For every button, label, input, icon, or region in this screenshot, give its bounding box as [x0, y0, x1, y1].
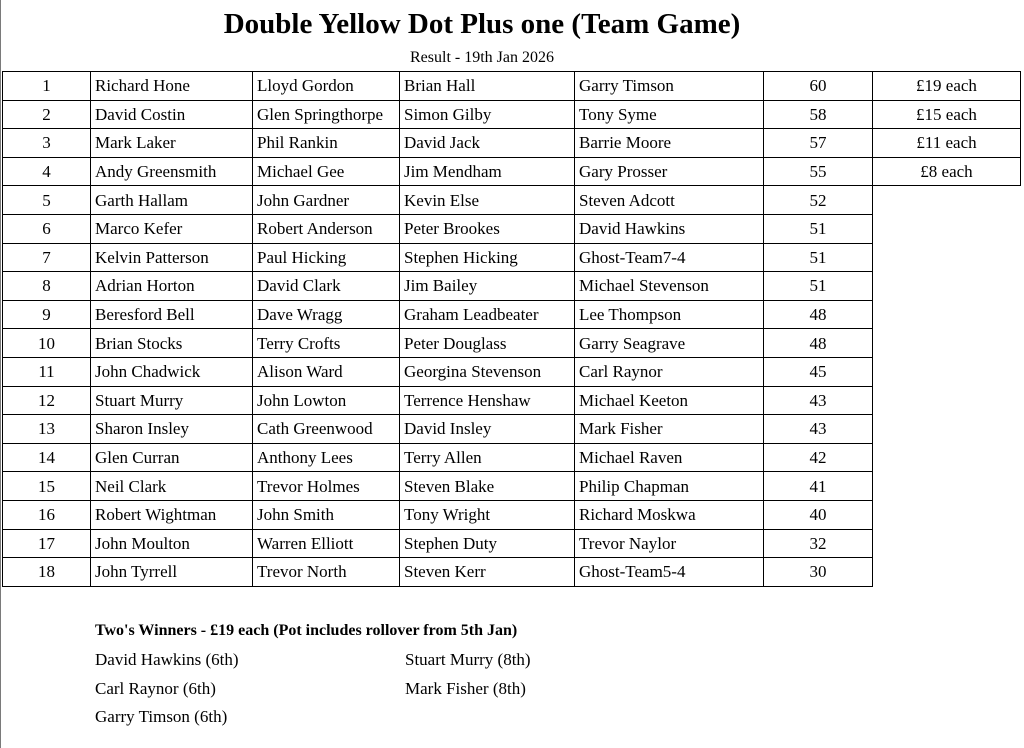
- player-cell: Mark Laker: [91, 129, 253, 158]
- page-left-border: [0, 0, 1, 748]
- result-row: [3, 72, 1021, 101]
- player-cell: Peter Brookes: [400, 214, 575, 243]
- twos-winners-heading: Two's Winners - £19 each (Pot includes rollover from 5th Jan): [95, 622, 518, 639]
- player-cell: Gary Prosser: [575, 157, 764, 186]
- prize-cell: £8 each: [873, 157, 1021, 186]
- twos-winners-list-left: [95, 648, 239, 734]
- score-cell: 52: [764, 186, 873, 215]
- player-cell: Mark Fisher: [575, 415, 764, 444]
- player-cell: Garry Seagrave: [575, 329, 764, 358]
- position-cell: 4: [3, 157, 91, 186]
- empty-prize-cell: [873, 415, 1021, 444]
- player-cell: John Smith: [253, 500, 400, 529]
- player-cell: Jim Mendham: [400, 157, 575, 186]
- score-cell: 48: [764, 300, 873, 329]
- score-cell: 51: [764, 243, 873, 272]
- player-cell: Brian Hall: [400, 72, 575, 101]
- player-cell: Stephen Duty: [400, 529, 575, 558]
- result-row: [3, 500, 1021, 529]
- player-cell: Glen Curran: [91, 443, 253, 472]
- result-row: [3, 157, 1021, 186]
- position-cell: 6: [3, 214, 91, 243]
- position-cell: 9: [3, 300, 91, 329]
- player-cell: Anthony Lees: [253, 443, 400, 472]
- twos-winner: David Hawkins (6th): [95, 650, 239, 669]
- result-row: [3, 100, 1021, 129]
- position-cell: 2: [3, 100, 91, 129]
- score-cell: 30: [764, 558, 873, 587]
- player-cell: Michael Raven: [575, 443, 764, 472]
- player-cell: Warren Elliott: [253, 529, 400, 558]
- player-cell: Stephen Hicking: [400, 243, 575, 272]
- player-cell: Steven Blake: [400, 472, 575, 501]
- position-cell: 8: [3, 272, 91, 301]
- result-row: [3, 357, 1021, 386]
- result-date-subtitle: Result - 19th Jan 2026: [410, 49, 554, 66]
- player-cell: David Insley: [400, 415, 575, 444]
- player-cell: Simon Gilby: [400, 100, 575, 129]
- player-cell: John Tyrrell: [91, 558, 253, 587]
- position-cell: 1: [3, 72, 91, 101]
- score-cell: 41: [764, 472, 873, 501]
- position-cell: 15: [3, 472, 91, 501]
- player-cell: Trevor Holmes: [253, 472, 400, 501]
- twos-winner: Stuart Murry (8th): [405, 650, 531, 669]
- results-table-body: [3, 72, 1021, 587]
- player-cell: Beresford Bell: [91, 300, 253, 329]
- player-cell: Carl Raynor: [575, 357, 764, 386]
- result-row: [3, 300, 1021, 329]
- score-cell: 42: [764, 443, 873, 472]
- result-row: [3, 214, 1021, 243]
- player-cell: Georgina Stevenson: [400, 357, 575, 386]
- player-cell: Paul Hicking: [253, 243, 400, 272]
- player-cell: Peter Douglass: [400, 329, 575, 358]
- result-row: [3, 529, 1021, 558]
- player-cell: Michael Gee: [253, 157, 400, 186]
- empty-prize-cell: [873, 500, 1021, 529]
- player-cell: John Chadwick: [91, 357, 253, 386]
- player-cell: David Clark: [253, 272, 400, 301]
- result-row: [3, 243, 1021, 272]
- position-cell: 3: [3, 129, 91, 158]
- player-cell: Ghost-Team5-4: [575, 558, 764, 587]
- prize-cell: £11 each: [873, 129, 1021, 158]
- player-cell: Glen Springthorpe: [253, 100, 400, 129]
- player-cell: Kevin Else: [400, 186, 575, 215]
- player-cell: Phil Rankin: [253, 129, 400, 158]
- player-cell: Stuart Murry: [91, 386, 253, 415]
- score-cell: 43: [764, 415, 873, 444]
- empty-prize-cell: [873, 243, 1021, 272]
- empty-prize-cell: [873, 357, 1021, 386]
- score-cell: 43: [764, 386, 873, 415]
- player-cell: Terry Crofts: [253, 329, 400, 358]
- prize-cell: £19 each: [873, 72, 1021, 101]
- player-cell: Ghost-Team7-4: [575, 243, 764, 272]
- twos-winners-list-right: [405, 648, 531, 705]
- position-cell: 13: [3, 415, 91, 444]
- score-cell: 48: [764, 329, 873, 358]
- score-cell: 32: [764, 529, 873, 558]
- twos-winner: Garry Timson (6th): [95, 707, 228, 727]
- player-cell: Garry Timson: [575, 72, 764, 101]
- player-cell: Marco Kefer: [91, 214, 253, 243]
- result-row: [3, 386, 1021, 415]
- twos-winner: Mark Fisher (8th): [405, 678, 526, 698]
- empty-prize-cell: [873, 443, 1021, 472]
- position-cell: 10: [3, 329, 91, 358]
- player-cell: Dave Wragg: [253, 300, 400, 329]
- result-row: [3, 558, 1021, 587]
- player-cell: Michael Stevenson: [575, 272, 764, 301]
- empty-prize-cell: [873, 186, 1021, 215]
- player-cell: Robert Wightman: [91, 500, 253, 529]
- player-cell: Robert Anderson: [253, 214, 400, 243]
- player-cell: Neil Clark: [91, 472, 253, 501]
- empty-prize-cell: [873, 386, 1021, 415]
- player-cell: Terry Allen: [400, 443, 575, 472]
- player-cell: Steven Adcott: [575, 186, 764, 215]
- position-cell: 18: [3, 558, 91, 587]
- player-cell: Brian Stocks: [91, 329, 253, 358]
- empty-prize-cell: [873, 329, 1021, 358]
- player-cell: Graham Leadbeater: [400, 300, 575, 329]
- player-cell: Lloyd Gordon: [253, 72, 400, 101]
- player-cell: Trevor Naylor: [575, 529, 764, 558]
- score-cell: 45: [764, 357, 873, 386]
- player-cell: Jim Bailey: [400, 272, 575, 301]
- score-cell: 40: [764, 500, 873, 529]
- player-cell: Trevor North: [253, 558, 400, 587]
- page-title: Double Yellow Dot Plus one (Team Game): [223, 8, 741, 40]
- position-cell: 11: [3, 357, 91, 386]
- result-row: [3, 443, 1021, 472]
- player-cell: David Hawkins: [575, 214, 764, 243]
- empty-prize-cell: [873, 300, 1021, 329]
- player-cell: Barrie Moore: [575, 129, 764, 158]
- player-cell: Tony Syme: [575, 100, 764, 129]
- player-cell: Kelvin Patterson: [91, 243, 253, 272]
- player-cell: Adrian Horton: [91, 272, 253, 301]
- position-cell: 17: [3, 529, 91, 558]
- result-row: [3, 272, 1021, 301]
- score-cell: 60: [764, 72, 873, 101]
- player-cell: David Costin: [91, 100, 253, 129]
- player-cell: Richard Moskwa: [575, 500, 764, 529]
- player-cell: Terrence Henshaw: [400, 386, 575, 415]
- score-cell: 55: [764, 157, 873, 186]
- result-row: [3, 472, 1021, 501]
- player-cell: Michael Keeton: [575, 386, 764, 415]
- player-cell: Tony Wright: [400, 500, 575, 529]
- position-cell: 14: [3, 443, 91, 472]
- player-cell: Philip Chapman: [575, 472, 764, 501]
- empty-prize-cell: [873, 529, 1021, 558]
- score-cell: 51: [764, 272, 873, 301]
- result-row: [3, 415, 1021, 444]
- empty-prize-cell: [873, 558, 1021, 587]
- score-cell: 57: [764, 129, 873, 158]
- player-cell: Cath Greenwood: [253, 415, 400, 444]
- player-cell: Sharon Insley: [91, 415, 253, 444]
- empty-prize-cell: [873, 472, 1021, 501]
- result-row: [3, 129, 1021, 158]
- empty-prize-cell: [873, 272, 1021, 301]
- result-row: [3, 329, 1021, 358]
- result-row: [3, 186, 1021, 215]
- empty-prize-cell: [873, 214, 1021, 243]
- position-cell: 16: [3, 500, 91, 529]
- player-cell: John Gardner: [253, 186, 400, 215]
- player-cell: Alison Ward: [253, 357, 400, 386]
- player-cell: Garth Hallam: [91, 186, 253, 215]
- player-cell: John Lowton: [253, 386, 400, 415]
- player-cell: Richard Hone: [91, 72, 253, 101]
- prize-cell: £15 each: [873, 100, 1021, 129]
- twos-winner: Carl Raynor (6th): [95, 678, 216, 698]
- score-cell: 51: [764, 214, 873, 243]
- player-cell: Andy Greensmith: [91, 157, 253, 186]
- position-cell: 12: [3, 386, 91, 415]
- results-table: [2, 71, 1021, 587]
- position-cell: 5: [3, 186, 91, 215]
- player-cell: Steven Kerr: [400, 558, 575, 587]
- player-cell: David Jack: [400, 129, 575, 158]
- player-cell: Lee Thompson: [575, 300, 764, 329]
- position-cell: 7: [3, 243, 91, 272]
- score-cell: 58: [764, 100, 873, 129]
- player-cell: John Moulton: [91, 529, 253, 558]
